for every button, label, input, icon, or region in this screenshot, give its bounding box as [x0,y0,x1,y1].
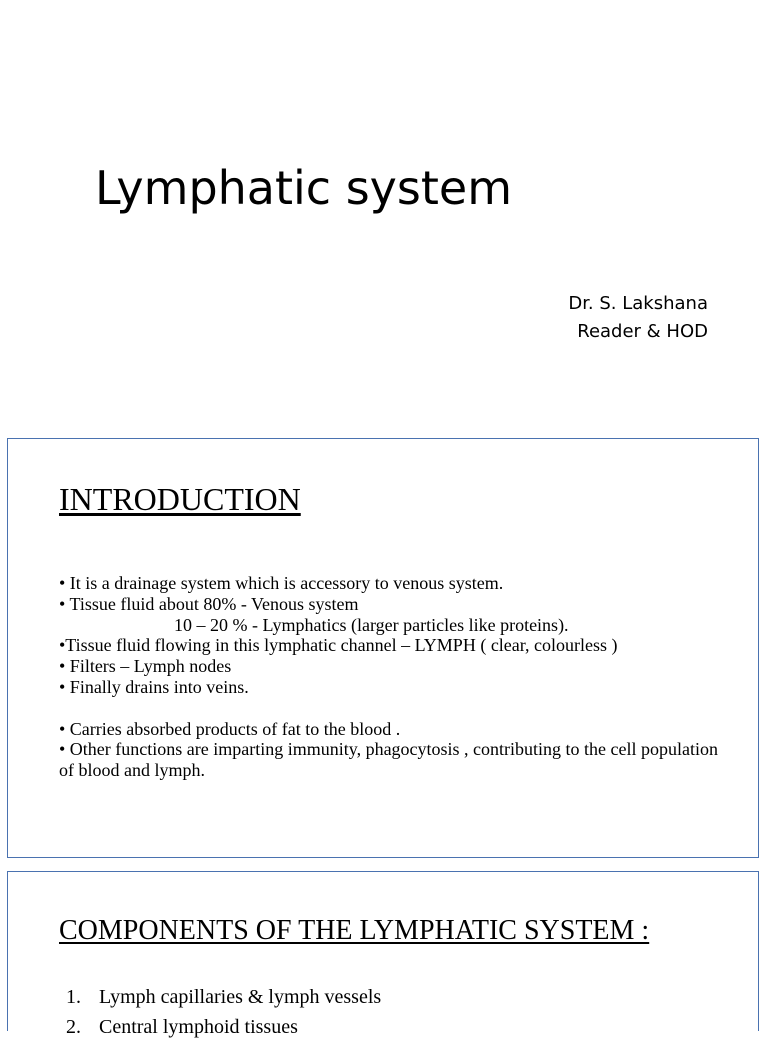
title-slide [0,0,768,430]
list-item-text: Lymph capillaries & lymph vessels [99,986,382,1008]
author-block [568,290,708,346]
intro-line: • Finally drains into veins. [59,676,249,697]
list-item-number: 2. [66,1016,81,1038]
intro-line: • Tissue fluid about 80% - Venous system [59,593,359,614]
intro-line: • Carries absorbed products of fat to the blood . [59,718,401,739]
intro-line: 10 – 20 % - Lymphatics (larger particles like proteins). [174,614,569,635]
intro-line: •Tissue fluid flowing in this lymphatic channel – LYMPH ( clear, colourless ) [59,635,618,656]
author-role: Reader & HOD [577,321,708,342]
components-slide [7,871,759,1038]
components-list [66,982,381,1042]
intro-line: • It is a drainage system which is accessory to venous system. [59,573,504,593]
list-item [66,982,381,1012]
list-item-text: Central lymphoid tissues [99,1016,298,1038]
introduction-heading: INTRODUCTION [59,481,301,517]
introduction-slide [7,438,759,858]
intro-line: • Other functions are imparting immunity, phagocytosis , contributing to the cell population of blood and lymph. [59,739,719,781]
list-item-number: 1. [66,986,81,1008]
intro-line: • Filters – Lymph nodes [59,656,232,677]
list-item [66,1012,381,1042]
presentation-title: Lymphatic system [95,161,513,215]
components-heading: COMPONENTS OF THE LYMPHATIC SYSTEM : [59,915,650,946]
intro-spacer [59,698,719,719]
author-name: Dr. S. Lakshana [568,293,708,314]
introduction-body [59,573,719,781]
